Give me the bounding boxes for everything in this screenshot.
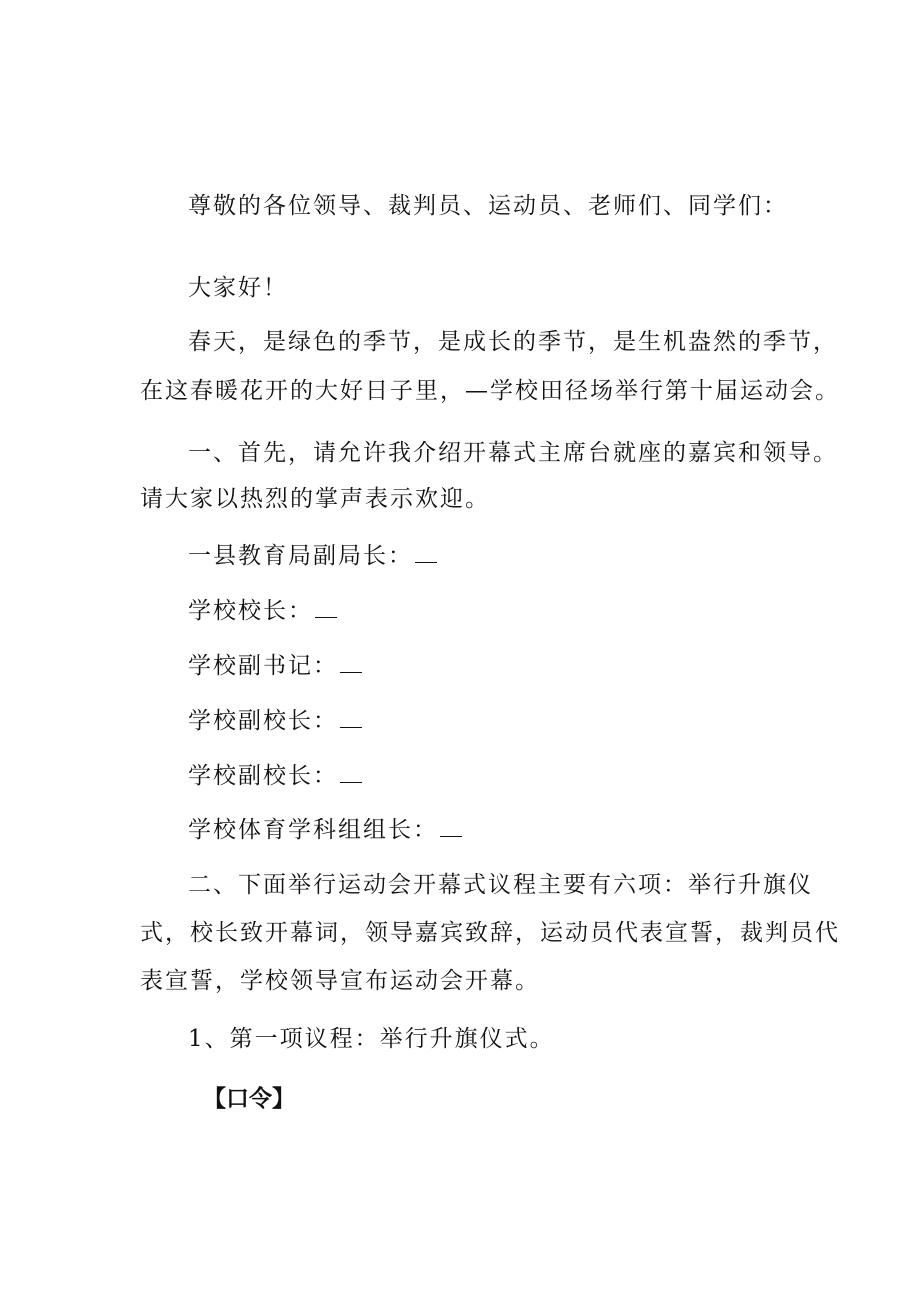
paragraph-agenda-line-1: 二、下面举行运动会开幕式议程主要有六项：举行升旗仪 (188, 872, 813, 898)
guest-title: 学校校长： (188, 598, 313, 624)
paragraph-agenda-line-2: 式，校长致开幕词，领导嘉宾致辞，运动员代表宣誓，裁判员代 (140, 920, 840, 946)
hello-line: 大家好！ (188, 275, 288, 301)
name-blank (415, 544, 437, 563)
paragraph-intro-line-2: 请大家以热烈的掌声表示欢迎。 (140, 486, 490, 512)
guest-title: 一县教育局副局长： (188, 543, 413, 569)
agenda-item-1: 1、第一项议程：举行升旗仪式。 (188, 1026, 555, 1052)
guest-title: 学校副校长： (188, 708, 338, 734)
guest-title: 学校体育学科组组长： (188, 817, 438, 843)
paragraph-spring-line-1: 春天，是绿色的季节，是成长的季节，是生机盎然的季节， (188, 329, 838, 355)
command-heading: 【口令】 (203, 1085, 295, 1112)
guest-principal (188, 596, 337, 626)
paragraph-intro-line-1: 一、首先，请允许我介绍开幕式主席台就座的嘉宾和领导。 (188, 440, 838, 466)
name-blank (340, 654, 362, 673)
guest-deputy-director (188, 541, 437, 571)
guest-title: 学校副书记： (188, 653, 338, 679)
guest-vice-principal-2 (188, 761, 362, 791)
guest-title: 学校副校长： (188, 763, 338, 789)
name-blank (340, 764, 362, 783)
name-blank (340, 709, 362, 728)
guest-vice-principal-1 (188, 706, 362, 736)
greeting-line: 尊敬的各位领导、裁判员、运动员、老师们、同学们： (188, 193, 788, 219)
paragraph-spring-line-2: 在这春暖花开的大好日子里，—学校田径场举行第十届运动会。 (140, 378, 840, 404)
name-dash (315, 605, 337, 618)
paragraph-agenda-line-3: 表宣誓，学校领导宣布运动会开幕。 (140, 968, 540, 994)
guest-pe-group-leader (188, 815, 462, 845)
guest-deputy-secretary (188, 651, 362, 681)
name-blank (440, 818, 462, 837)
